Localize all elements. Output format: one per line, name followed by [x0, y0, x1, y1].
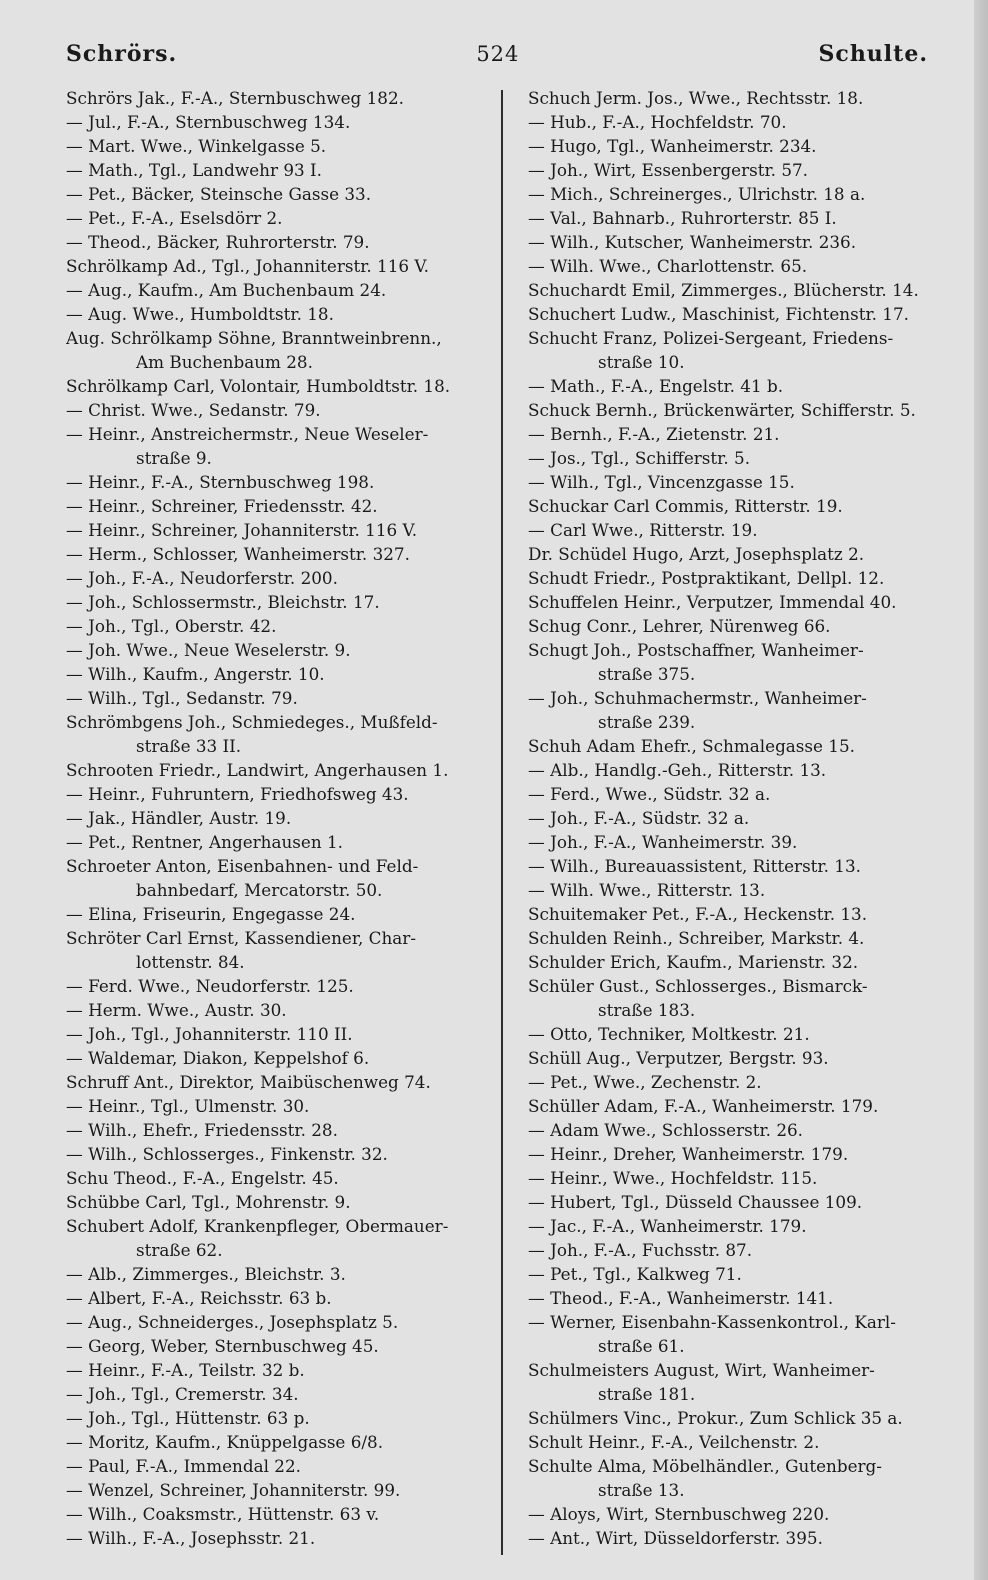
directory-entry: — Joh., F.-A., Neudorferstr. 200.	[66, 568, 338, 588]
directory-entry: — Georg, Weber, Sternbuschweg 45.	[66, 1336, 379, 1356]
directory-entry: — Pet., Wwe., Zechenstr. 2.	[528, 1072, 762, 1092]
page-number: 524	[476, 42, 520, 66]
directory-entry: — Joh., Tgl., Cremerstr. 34.	[66, 1384, 299, 1404]
directory-entry: — Joh., Wirt, Essenbergerstr. 57.	[528, 160, 809, 180]
directory-entry: — Jak., Händler, Austr. 19.	[66, 808, 292, 828]
directory-entry: — Wilh., Ehefr., Friedensstr. 28.	[66, 1120, 338, 1140]
directory-entry: — Alb., Zimmerges., Bleichstr. 3.	[66, 1264, 346, 1284]
directory-entry: — Heinr., Schreiner, Friedensstr. 42.	[66, 496, 378, 516]
directory-entry: — Mart. Wwe., Winkelgasse 5.	[66, 136, 327, 156]
directory-entry-continuation: straße 375.	[598, 664, 696, 684]
directory-entry: Schruff Ant., Direktor, Maibüschenweg 74.	[66, 1072, 431, 1092]
page-header	[66, 34, 928, 74]
directory-entry: — Pet., Rentner, Angerhausen 1.	[66, 832, 343, 852]
directory-entry: Schucht Franz, Polizei-Sergeant, Friedens-	[528, 328, 894, 348]
directory-entry: — Christ. Wwe., Sedanstr. 79.	[66, 400, 321, 420]
directory-entry: Schult Heinr., F.-A., Veilchenstr. 2.	[528, 1432, 820, 1452]
directory-entry: — Wenzel, Schreiner, Johanniterstr. 99.	[66, 1480, 401, 1500]
directory-entry: Schroeter Anton, Eisenbahnen- und Feld-	[66, 856, 419, 876]
directory-entry: Schrölkamp Carl, Volontair, Humboldtstr. 18.	[66, 376, 451, 396]
directory-entry: Schüller Adam, F.-A., Wanheimerstr. 179.	[528, 1096, 879, 1116]
directory-entry: Schulte Alma, Möbelhändler., Gutenberg-	[528, 1456, 882, 1476]
directory-entry: — Heinr., F.-A., Sternbuschweg 198.	[66, 472, 375, 492]
directory-entry-continuation: straße 239.	[598, 712, 696, 732]
directory-entry-continuation: straße 10.	[598, 352, 685, 372]
directory-entry: Aug. Schrölkamp Söhne, Branntweinbrenn.,	[66, 328, 442, 348]
right-column	[528, 86, 948, 1566]
directory-entry: — Herm., Schlosser, Wanheimerstr. 327.	[66, 544, 410, 564]
directory-entry: — Heinr., Schreiner, Johanniterstr. 116 V.	[66, 520, 418, 540]
directory-entry: — Joh. Wwe., Neue Weselerstr. 9.	[66, 640, 351, 660]
directory-entry: — Jac., F.-A., Wanheimerstr. 179.	[528, 1216, 807, 1236]
directory-entry: — Pet., Tgl., Kalkweg 71.	[528, 1264, 742, 1284]
directory-entry: — Hub., F.-A., Hochfeldstr. 70.	[528, 112, 787, 132]
directory-entry: Schuh Adam Ehefr., Schmalegasse 15.	[528, 736, 855, 756]
directory-entry: Schulder Erich, Kaufm., Marienstr. 32.	[528, 952, 859, 972]
header-right-key: Schulte.	[818, 41, 928, 67]
directory-entry: Schrooten Friedr., Landwirt, Angerhausen 1.	[66, 760, 449, 780]
page-edge	[974, 0, 988, 1580]
directory-entry: — Wilh., Tgl., Sedanstr. 79.	[66, 688, 298, 708]
directory-entry: — Joh., Tgl., Johanniterstr. 110 II.	[66, 1024, 353, 1044]
directory-entry: — Heinr., Dreher, Wanheimerstr. 179.	[528, 1144, 849, 1164]
directory-entry: — Joh., Tgl., Oberstr. 42.	[66, 616, 277, 636]
directory-entry: — Jul., F.-A., Sternbuschweg 134.	[66, 112, 351, 132]
directory-entry: — Otto, Techniker, Moltkestr. 21.	[528, 1024, 810, 1044]
directory-entry: — Math., Tgl., Landwehr 93 I.	[66, 160, 322, 180]
directory-entry: — Moritz, Kaufm., Knüppelgasse 6/8.	[66, 1432, 384, 1452]
directory-entry: Schubert Adolf, Krankenpfleger, Obermauer-	[66, 1216, 449, 1236]
directory-entry: — Heinr., Anstreichermstr., Neue Weseler-	[66, 424, 429, 444]
directory-entry-continuation: bahnbedarf, Mercatorstr. 50.	[136, 880, 383, 900]
directory-entry: Schuchardt Emil, Zimmerges., Blücherstr. 14.	[528, 280, 919, 300]
directory-entry-continuation: straße 181.	[598, 1384, 696, 1404]
directory-entry: — Wilh., F.-A., Josephsstr. 21.	[66, 1528, 316, 1548]
directory-entry: Schulden Reinh., Schreiber, Markstr. 4.	[528, 928, 865, 948]
directory-entry-continuation: straße 61.	[598, 1336, 685, 1356]
directory-entry: Schuchert Ludw., Maschinist, Fichtenstr. 17.	[528, 304, 909, 324]
directory-entry: — Val., Bahnarb., Ruhrorterstr. 85 I.	[528, 208, 837, 228]
directory-entry: — Theod., Bäcker, Ruhrorterstr. 79.	[66, 232, 370, 252]
directory-entry: — Heinr., Tgl., Ulmenstr. 30.	[66, 1096, 310, 1116]
directory-entry: — Wilh., Tgl., Vincenzgasse 15.	[528, 472, 795, 492]
directory-entry: — Wilh. Wwe., Charlottenstr. 65.	[528, 256, 808, 276]
directory-entry: — Joh., Schuhmachermstr., Wanheimer-	[528, 688, 867, 708]
directory-entry: — Ferd., Wwe., Südstr. 32 a.	[528, 784, 771, 804]
directory-entry: Schug Conr., Lehrer, Nürenweg 66.	[528, 616, 831, 636]
directory-entry: — Aug., Kaufm., Am Buchenbaum 24.	[66, 280, 387, 300]
directory-entry: — Joh., Tgl., Hüttenstr. 63 p.	[66, 1408, 310, 1428]
directory-entry: — Wilh., Schlosserges., Finkenstr. 32.	[66, 1144, 388, 1164]
directory-entry: Schüler Gust., Schlosserges., Bismarck-	[528, 976, 868, 996]
directory-entry: Schuitemaker Pet., F.-A., Heckenstr. 13.	[528, 904, 868, 924]
directory-entry: Schuck Bernh., Brückenwärter, Schifferstr. 5.	[528, 400, 916, 420]
directory-entry: Schrölkamp Ad., Tgl., Johanniterstr. 116 V.	[66, 256, 429, 276]
directory-entry: — Herm. Wwe., Austr. 30.	[66, 1000, 287, 1020]
directory-entry: — Theod., F.-A., Wanheimerstr. 141.	[528, 1288, 834, 1308]
directory-entry: — Ferd. Wwe., Neudorferstr. 125.	[66, 976, 354, 996]
directory-entry: — Heinr., Wwe., Hochfeldstr. 115.	[528, 1168, 818, 1188]
directory-entry: — Aug. Wwe., Humboldtstr. 18.	[66, 304, 334, 324]
directory-entry-continuation: straße 33 II.	[136, 736, 242, 756]
directory-entry: — Wilh., Coaksmstr., Hüttenstr. 63 v.	[66, 1504, 380, 1524]
directory-entry: — Adam Wwe., Schlosserstr. 26.	[528, 1120, 804, 1140]
directory-entry: — Wilh., Bureauassistent, Ritterstr. 13.	[528, 856, 861, 876]
directory-entry-continuation: straße 62.	[136, 1240, 223, 1260]
directory-entry-continuation: straße 13.	[598, 1480, 685, 1500]
directory-entry: Schudt Friedr., Postpraktikant, Dellpl. 12.	[528, 568, 885, 588]
directory-entry: — Heinr., F.-A., Teilstr. 32 b.	[66, 1360, 305, 1380]
directory-entry: — Alb., Handlg.-Geh., Ritterstr. 13.	[528, 760, 827, 780]
directory-entry: — Joh., F.-A., Wanheimerstr. 39.	[528, 832, 798, 852]
directory-entry: — Wilh., Kaufm., Angerstr. 10.	[66, 664, 325, 684]
directory-entry: Schrömbgens Joh., Schmiedeges., Mußfeld-	[66, 712, 438, 732]
directory-entry: — Math., F.-A., Engelstr. 41 b.	[528, 376, 784, 396]
directory-entry: — Carl Wwe., Ritterstr. 19.	[528, 520, 758, 540]
directory-entry: Schugt Joh., Postschaffner, Wanheimer-	[528, 640, 864, 660]
directory-entry: Schuckar Carl Commis, Ritterstr. 19.	[528, 496, 843, 516]
directory-entry: Schulmeisters August, Wirt, Wanheimer-	[528, 1360, 875, 1380]
directory-entry: Schrörs Jak., F.-A., Sternbuschweg 182.	[66, 88, 404, 108]
directory-entry: — Elina, Friseurin, Engegasse 24.	[66, 904, 356, 924]
directory-entry: — Joh., Schlossermstr., Bleichstr. 17.	[66, 592, 380, 612]
directory-entry: — Wilh., Kutscher, Wanheimerstr. 236.	[528, 232, 857, 252]
directory-entry: Schu Theod., F.-A., Engelstr. 45.	[66, 1168, 339, 1188]
directory-entry: — Jos., Tgl., Schifferstr. 5.	[528, 448, 751, 468]
directory-entry: Schuffelen Heinr., Verputzer, Immendal 40.	[528, 592, 897, 612]
directory-entry: Schröter Carl Ernst, Kassendiener, Char-	[66, 928, 417, 948]
directory-entry: — Mich., Schreinerges., Ulrichstr. 18 a.	[528, 184, 866, 204]
directory-entry: — Aloys, Wirt, Sternbuschweg 220.	[528, 1504, 830, 1524]
directory-entry: — Werner, Eisenbahn-Kassenkontrol., Karl-	[528, 1312, 896, 1332]
directory-entry: — Hugo, Tgl., Wanheimerstr. 234.	[528, 136, 817, 156]
left-column	[66, 86, 486, 1566]
directory-entry: — Aug., Schneiderges., Josephsplatz 5.	[66, 1312, 399, 1332]
directory-entry: — Joh., F.-A., Südstr. 32 a.	[528, 808, 750, 828]
directory-entry: — Pet., F.-A., Eselsdörr 2.	[66, 208, 283, 228]
directory-entry: — Bernh., F.-A., Zietenstr. 21.	[528, 424, 780, 444]
directory-entry: — Hubert, Tgl., Düsseld Chaussee 109.	[528, 1192, 863, 1212]
header-left-key: Schrörs.	[66, 41, 178, 67]
directory-entry: — Paul, F.-A., Immendal 22.	[66, 1456, 301, 1476]
directory-entry: Schülmers Vinc., Prokur., Zum Schlick 35 a.	[528, 1408, 903, 1428]
column-divider	[501, 90, 503, 1555]
directory-entry: — Joh., F.-A., Fuchsstr. 87.	[528, 1240, 753, 1260]
directory-entry: Schuch Jerm. Jos., Wwe., Rechtsstr. 18.	[528, 88, 864, 108]
directory-entry: Schübbe Carl, Tgl., Mohrenstr. 9.	[66, 1192, 351, 1212]
directory-entry: — Heinr., Fuhruntern, Friedhofsweg 43.	[66, 784, 409, 804]
directory-entry-continuation: straße 183.	[598, 1000, 696, 1020]
directory-entry-continuation: Am Buchenbaum 28.	[136, 352, 313, 372]
directory-entry: Dr. Schüdel Hugo, Arzt, Josephsplatz 2.	[528, 544, 865, 564]
directory-entry-continuation: straße 9.	[136, 448, 212, 468]
directory-entry: — Albert, F.-A., Reichsstr. 63 b.	[66, 1288, 332, 1308]
directory-entry: Schüll Aug., Verputzer, Bergstr. 93.	[528, 1048, 829, 1068]
directory-entry: — Pet., Bäcker, Steinsche Gasse 33.	[66, 184, 372, 204]
directory-entry: — Waldemar, Diakon, Keppelshof 6.	[66, 1048, 370, 1068]
directory-entry: — Wilh. Wwe., Ritterstr. 13.	[528, 880, 766, 900]
directory-entry-continuation: lottenstr. 84.	[136, 952, 245, 972]
directory-entry: — Ant., Wirt, Düsseldorferstr. 395.	[528, 1528, 823, 1548]
